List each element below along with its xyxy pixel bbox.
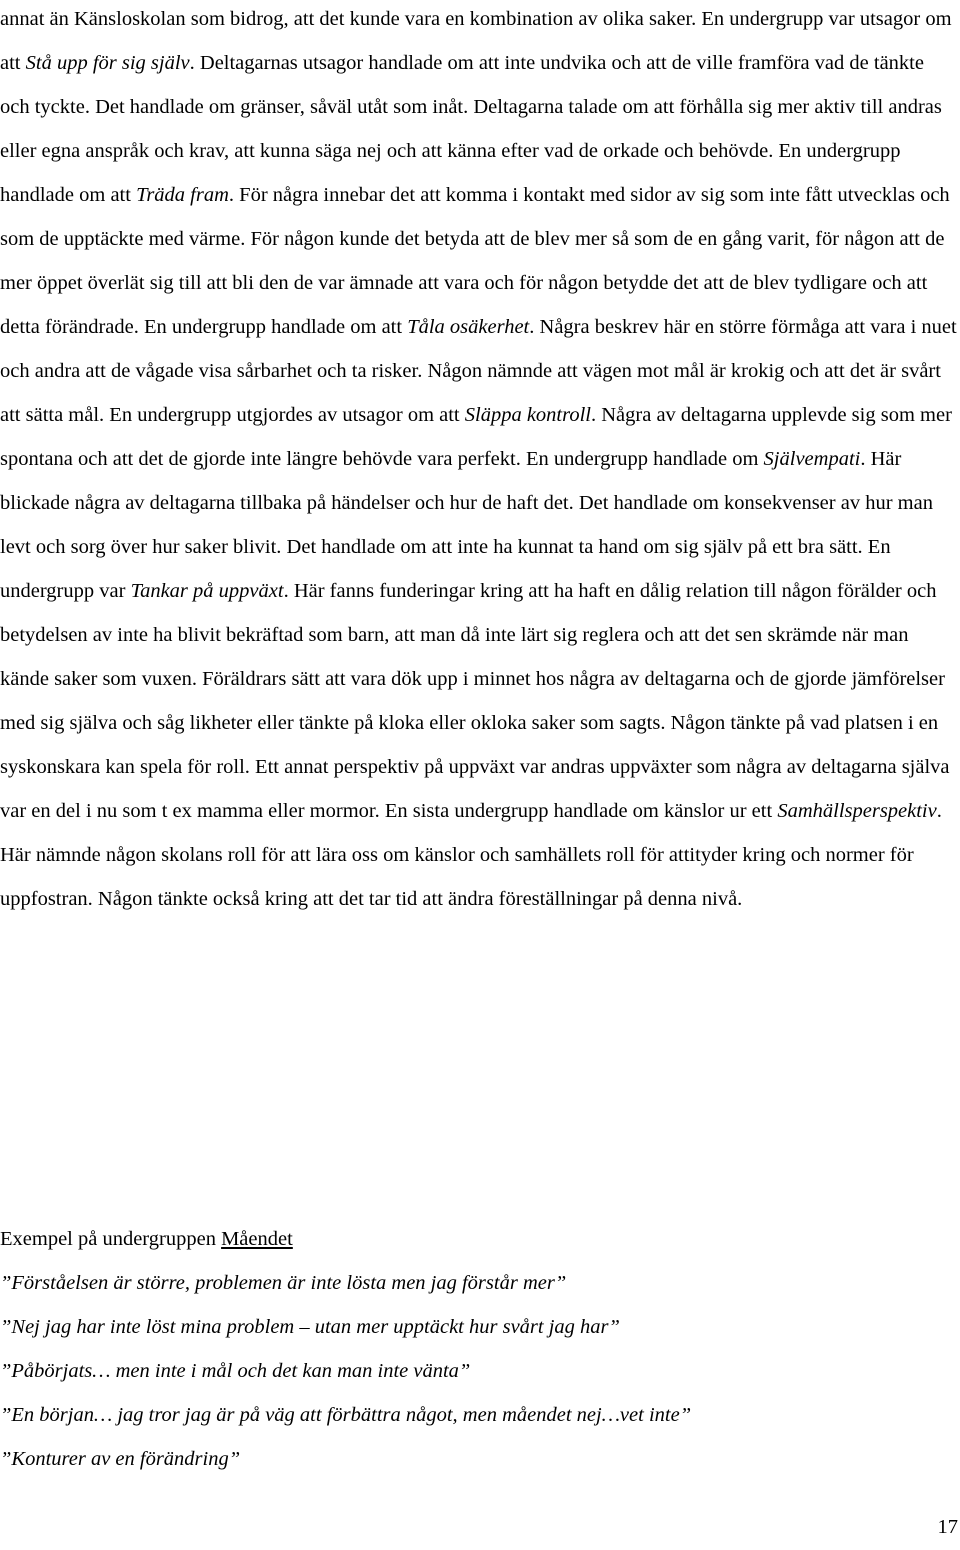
paragraph-text: . Några av deltagarna upplevde sig som mer spontana och att det de gjorde inte längre behövde vara perfekt. En undergrupp handlade om <box>0 404 952 470</box>
quote-item: ”En början… jag tror jag är på väg att förbättra något, men måendet nej…vet inte” <box>0 1404 692 1426</box>
subgroup-term: Träda fram <box>136 184 229 206</box>
subgroup-term: Tankar på uppväxt <box>130 580 284 602</box>
quote-item: ”Förståelsen är större, problemen är inte lösta men jag förstår mer” <box>0 1272 567 1294</box>
example-heading-prefix: Exempel på undergruppen <box>0 1228 222 1250</box>
quote-item: ”Påbörjats… men inte i mål och det kan man inte vänta” <box>0 1360 471 1382</box>
subgroup-term: Släppa kontroll <box>464 404 591 426</box>
paragraph-text: . Här blickade några av deltagarna tillbaka på händelser och hur de haft det. Det handlade om konsekvenser av hur man levt och sorg över hur saker blivit. Det handlade om att inte ha kunnat ta hand om sig själv på ett bra sätt. En undergrupp var <box>0 448 933 602</box>
paragraph-text: . Här fanns funderingar kring att ha haft en dålig relation till någon förälder och betydelsen av inte ha blivit bekräftad som barn, att man då inte lärt sig reglera och att det sen skrämde när man kände saker som vuxen. Föräldrars sätt att vara dök upp i minnet hos några av deltagarna och de gjorde jämförelser med sig själva och såg likheter eller tänkte på kloka eller okloka saker som sagts. Någon tänkte på vad platsen i en syskonskara kan spela för roll. Ett annat perspektiv på uppväxt var andras uppväxter som några av deltagarna själva var en del i nu som t ex mamma eller mormor. En sista undergrupp handlade om känslor ur ett <box>0 580 950 822</box>
quote-item: ”Nej jag har inte löst mina problem – utan mer upptäckt hur svårt jag har” <box>0 1316 620 1338</box>
page-number: 17 <box>937 1516 958 1538</box>
quote-item: ”Konturer av en förändring” <box>0 1448 241 1470</box>
paragraph-text: . För några innebar det att komma i kontakt med sidor av sig som inte fått utvecklas och som de upptäckte med värme. För någon kunde det betyda att de blev mer så som de en gång varit, för någon att de mer öppet överlät sig till att bli den de var ämnade att vara och för någon betydde det att de blev tydligare och att detta förändrade. En undergrupp handlade om att <box>0 184 950 338</box>
example-heading-term: Måendet <box>221 1228 293 1250</box>
subgroup-term: Självempati <box>763 448 861 470</box>
subgroup-term: Samhällsperspektiv <box>777 800 937 822</box>
subgroup-term: Tåla osäkerhet <box>407 316 530 338</box>
paragraph-text: . Deltagarnas utsagor handlade om att inte undvika och att de ville framföra vad de tänkte och tyckte. Det handlade om gränser, såväl utåt som inåt. Deltagarna talade om att förhålla sig mer aktiv till andras eller egna anspråk och krav, att kunna säga nej och att känna efter vad de orkade och behövde. En undergrupp handlade om att <box>0 52 942 206</box>
subgroup-term: Stå upp för sig själv <box>25 52 190 74</box>
example-heading <box>0 1217 293 1261</box>
paragraph-text: . Här nämnde någon skolans roll för att lära oss om känslor och samhällets roll för attityder kring och normer för uppfostran. Någon tänkte också kring att det tar tid att ändra föreställningar på denna nivå. <box>0 800 942 910</box>
quote-list <box>0 1261 691 1481</box>
paragraph-text: . Några beskrev här en större förmåga att vara i nuet och andra att de vågade visa sårbarhet och ta risker. Någon nämnde att vägen mot mål är krokig och att det är svårt att sätta mål. En undergrupp utgjordes av utsagor om att <box>0 316 957 426</box>
paragraph-text: annat än Känsloskolan som bidrog, att det kunde vara en kombination av olika saker. En undergrupp var utsagor om att <box>0 8 952 74</box>
